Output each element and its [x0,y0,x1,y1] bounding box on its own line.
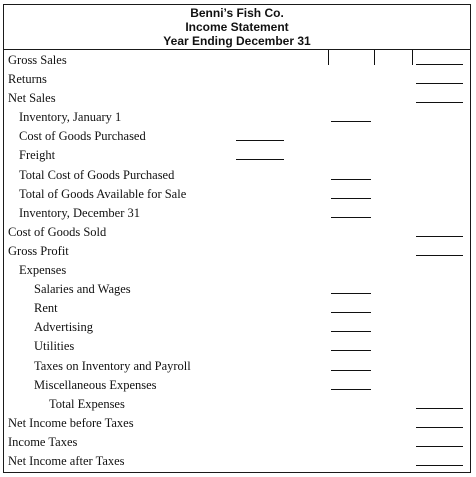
statement-row [4,69,470,88]
row-label: Salaries and Wages [34,282,131,297]
statement-row [4,126,470,145]
statement-row [4,356,470,375]
statement-row [4,184,470,203]
row-label: Advertising [34,320,94,335]
row-label: Expenses [19,263,67,278]
row-label: Cost of Goods Sold [8,224,107,239]
statement-row [4,260,470,279]
row-label: Net Income before Taxes [8,415,134,430]
amount-blank[interactable] [416,465,463,466]
statement-title: Income Statement [185,20,289,34]
amount-blank[interactable] [416,408,463,409]
row-label: Income Taxes [8,434,78,449]
statement-rows [4,50,470,470]
amount-blank[interactable] [416,236,463,237]
amount-blank[interactable] [416,64,463,65]
statement-row [4,451,470,470]
row-label: Total Expenses [49,396,125,411]
amount-blank[interactable] [236,140,284,141]
amount-blank[interactable] [331,293,371,294]
row-label: Miscellaneous Expenses [34,377,157,392]
amount-blank[interactable] [416,83,463,84]
column-rule-left [328,50,329,65]
statement-row [4,203,470,222]
row-label: Total of Goods Available for Sale [19,186,187,201]
statement-row [4,298,470,317]
row-label: Rent [34,301,58,316]
row-label: Cost of Goods Purchased [19,129,146,144]
amount-blank[interactable] [416,102,463,103]
statement-row [4,145,470,164]
row-label: Returns [8,72,47,87]
statement-row [4,336,470,355]
amount-blank[interactable] [331,179,371,180]
column-rule-right [412,50,413,65]
row-label: Freight [19,148,56,163]
amount-blank[interactable] [331,217,371,218]
company-name: Benni’s Fish Co. [190,6,284,20]
amount-blank[interactable] [331,331,371,332]
statement-row [4,222,470,241]
statement-row [4,107,470,126]
amount-blank[interactable] [331,121,371,122]
column-rule-mid [374,50,375,65]
statement-row [4,413,470,432]
amount-blank[interactable] [331,198,371,199]
statement-row [4,165,470,184]
statement-row [4,50,470,69]
statement-row [4,241,470,260]
amount-blank[interactable] [416,255,463,256]
amount-blank[interactable] [236,159,284,160]
row-label: Net Income after Taxes [8,453,125,468]
row-label: Gross Profit [8,243,69,258]
row-label: Inventory, December 31 [19,205,141,220]
income-statement-sheet [3,4,471,473]
statement-row [4,88,470,107]
row-label: Taxes on Inventory and Payroll [34,358,191,373]
row-label: Total Cost of Goods Purchased [19,167,175,182]
amount-blank[interactable] [416,427,463,428]
statement-row [4,375,470,394]
statement-header [4,5,470,50]
row-label: Utilities [34,339,75,354]
amount-blank[interactable] [331,370,371,371]
amount-blank[interactable] [416,446,463,447]
row-label: Inventory, January 1 [19,110,122,125]
row-label: Net Sales [8,91,56,106]
amount-blank[interactable] [331,389,371,390]
amount-blank[interactable] [331,350,371,351]
statement-row [4,279,470,298]
statement-row [4,317,470,336]
statement-period: Year Ending December 31 [163,34,311,48]
statement-row [4,394,470,413]
row-label: Gross Sales [8,53,67,67]
statement-row [4,432,470,451]
amount-blank[interactable] [331,312,371,313]
